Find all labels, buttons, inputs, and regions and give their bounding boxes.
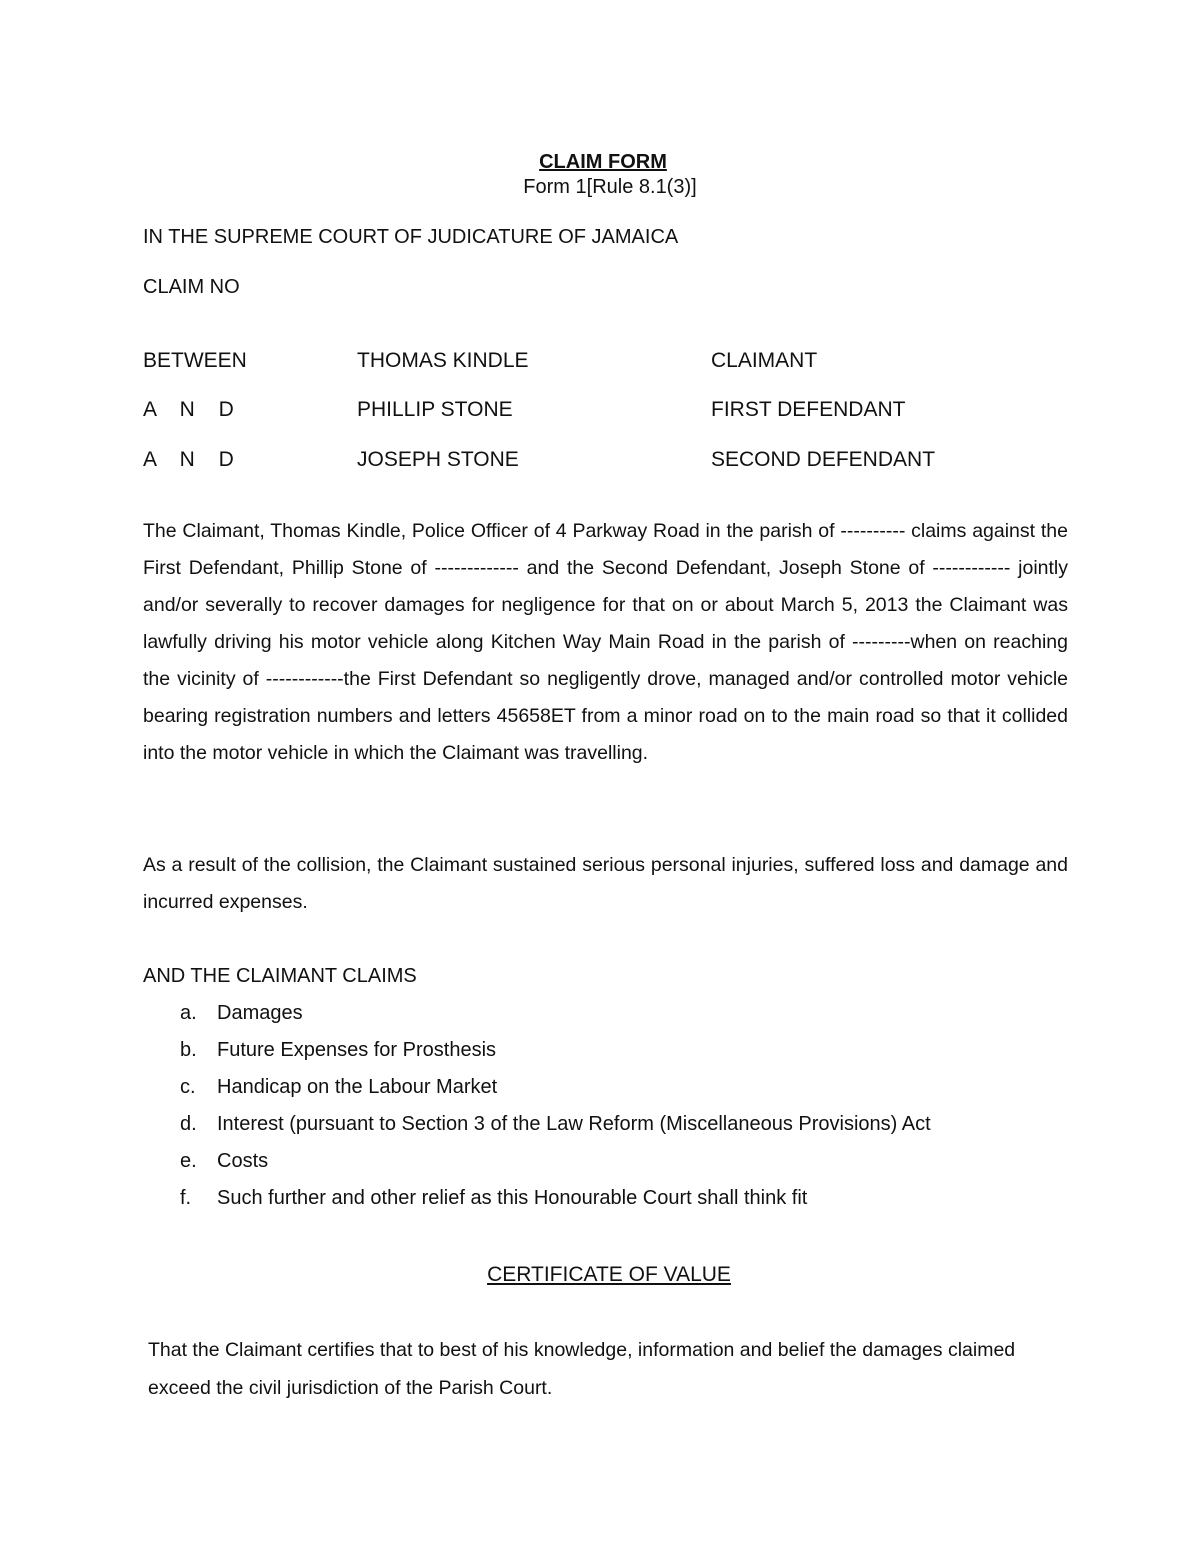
list-item-text: Future Expenses for Prosthesis <box>217 1039 497 1061</box>
certificate-paragraph: That the Claimant certifies that to best of his knowledge, information and belief the damages claimed exceed the civil jurisdiction of the Parish Court. <box>148 1339 1016 1399</box>
list-item <box>180 1112 931 1149</box>
claim-statement-paragraph: The Claimant, Thomas Kindle, Police Officer of 4 Parkway Road in the parish of ---------- claims against the First Defendant, Phillip Stone of ------------- and the Second Defendant, Joseph Stone of ------------ jointly and/or severally to recover damages for negligence for that on or about March 5, 2013 the Claimant was lawfully driving his motor vehicle along Kitchen Way Main Road in the parish of ---------when on reaching the vicinity of ------------the First Defendant so negligently drove, managed and/or controlled motor vehicle bearing registration numbers and letters 45658ET from a minor road on to the main road so that it collided into the motor vehicle in which the Claimant was travelling. <box>143 520 1068 764</box>
party-name: PHILLIP STONE <box>357 398 513 421</box>
list-item <box>180 1186 931 1223</box>
party-connector: A N D <box>143 448 243 471</box>
form-title: CLAIM FORM <box>539 151 667 173</box>
claims-list <box>180 1001 931 1223</box>
collision-result-paragraph: As a result of the collision, the Claimant sustained serious personal injuries, suffered loss and damage and incurred expenses. <box>143 854 1068 913</box>
claim-number-label: CLAIM NO <box>143 276 240 298</box>
list-item-text: Handicap on the Labour Market <box>217 1076 498 1098</box>
party-row-first-defendant <box>143 397 1043 423</box>
party-name: JOSEPH STONE <box>357 448 519 471</box>
court-name: IN THE SUPREME COURT OF JUDICATURE OF JAMAICA <box>143 226 679 248</box>
list-marker: c. <box>180 1076 196 1098</box>
party-connector: A N D <box>143 398 243 421</box>
list-marker: e. <box>180 1150 197 1172</box>
list-item <box>180 1149 931 1186</box>
list-marker: a. <box>180 1002 197 1024</box>
form-rule-reference: Form 1[Rule 8.1(3)] <box>523 176 697 198</box>
list-item-text: Interest (pursuant to Section 3 of the Law Reform (Miscellaneous Provisions) Act <box>217 1113 931 1135</box>
list-item <box>180 1001 931 1038</box>
claims-heading: AND THE CLAIMANT CLAIMS <box>143 965 417 987</box>
list-item-text: Costs <box>217 1150 269 1172</box>
list-item <box>180 1038 931 1075</box>
party-connector: BETWEEN <box>143 349 247 372</box>
party-role: FIRST DEFENDANT <box>711 398 906 421</box>
list-item-text: Damages <box>217 1002 303 1024</box>
party-role: SECOND DEFENDANT <box>711 448 936 471</box>
party-row-claimant <box>143 348 1043 374</box>
list-item <box>180 1075 931 1112</box>
party-name: THOMAS KINDLE <box>357 349 529 372</box>
certificate-title: CERTIFICATE OF VALUE <box>487 1263 731 1286</box>
party-row-second-defendant <box>143 447 1043 473</box>
party-role: CLAIMANT <box>711 349 818 372</box>
list-marker: f. <box>180 1187 192 1209</box>
list-marker: d. <box>180 1113 197 1135</box>
list-item-text: Such further and other relief as this Honourable Court shall think fit <box>217 1187 808 1209</box>
list-marker: b. <box>180 1039 197 1061</box>
